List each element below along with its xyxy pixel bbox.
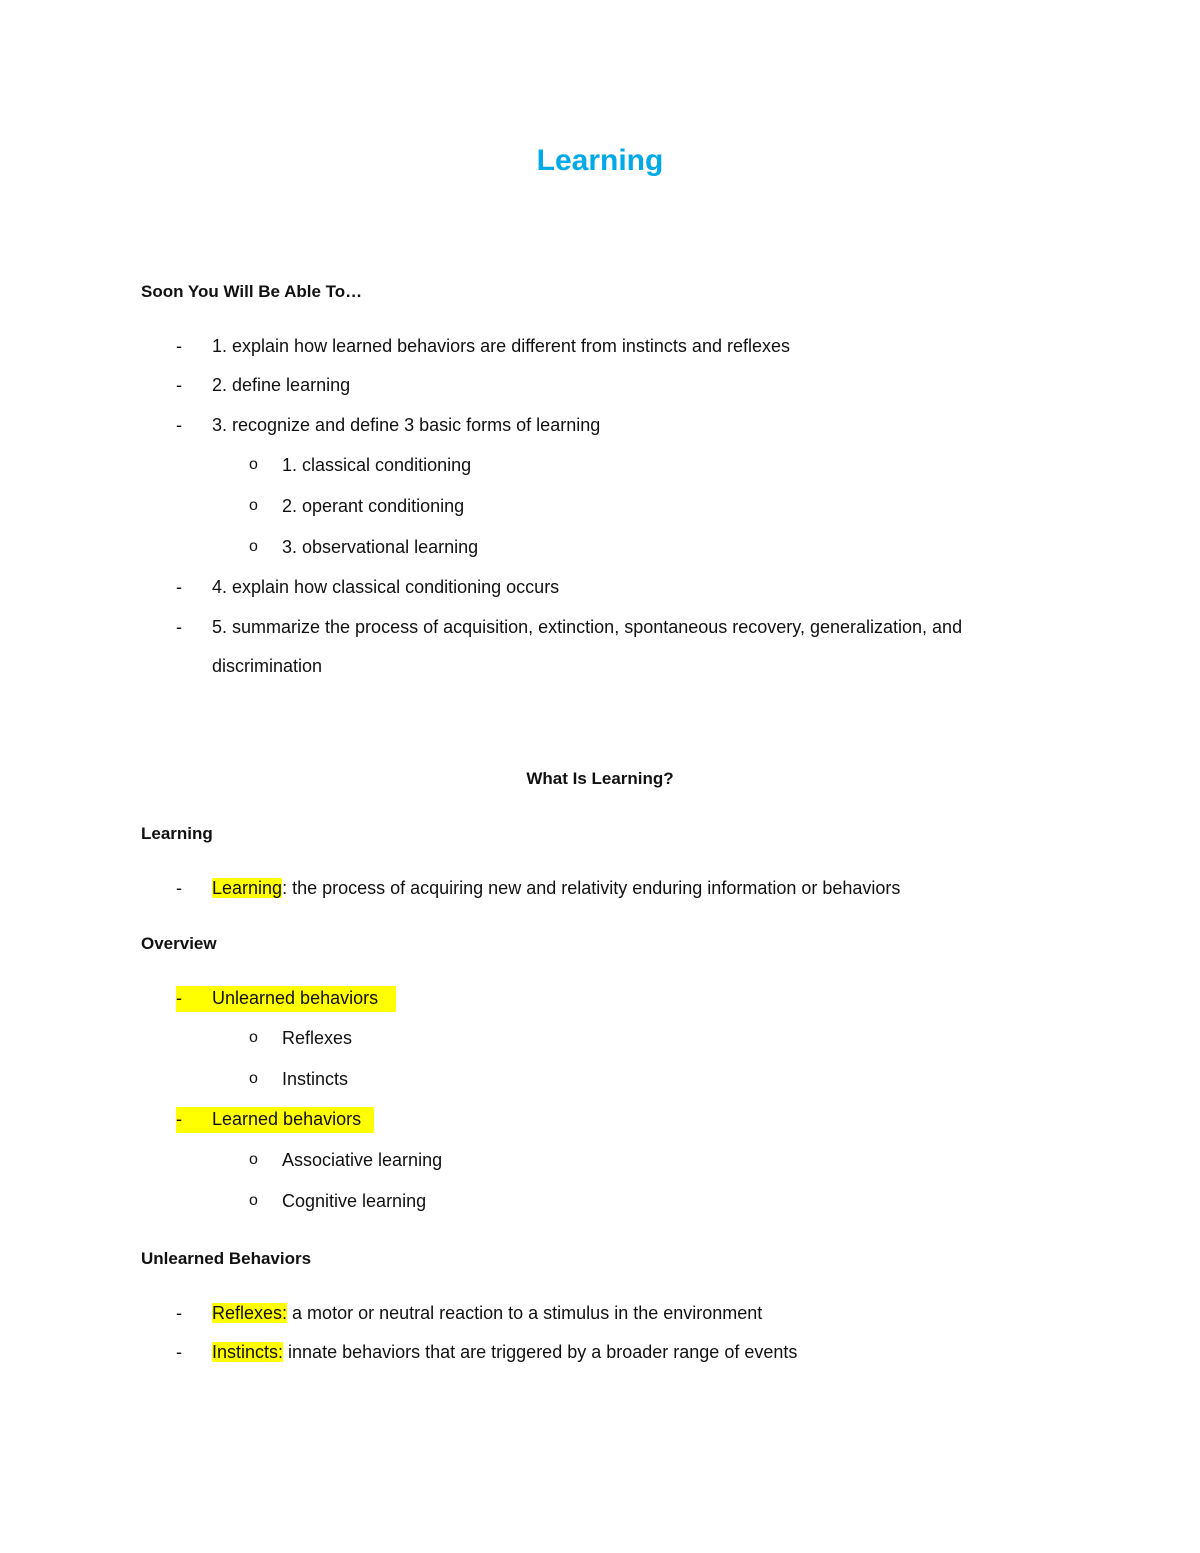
list-marker: - <box>176 336 182 356</box>
list-marker: - <box>176 1342 182 1362</box>
document-title: Learning <box>536 144 664 177</box>
list-marker: - <box>176 577 182 597</box>
reflexes-definition <box>212 1303 762 1324</box>
objective-subitem-1: 1. classical conditioning <box>282 455 472 475</box>
objective-item-3: 3. recognize and define 3 basic forms of learning <box>212 415 601 435</box>
objectives-heading: Soon You Will Be Able To… <box>141 282 363 301</box>
reflexes-definition-text: a motor or neutral reaction to a stimulus in the environment <box>287 1303 763 1323</box>
sublist-marker: o <box>249 1151 258 1168</box>
objective-item-5-continued: discrimination <box>212 656 323 676</box>
unlearned-heading: Unlearned Behaviors <box>141 1249 312 1268</box>
overview-heading: Overview <box>141 934 217 953</box>
objective-item-5: 5. summarize the process of acquisition, extinction, spontaneous recovery, generalization, and <box>212 617 963 637</box>
sublist-marker: o <box>249 497 258 514</box>
list-marker: - <box>176 1303 182 1323</box>
list-marker: - <box>176 415 182 435</box>
objective-item-2: 2. define learning <box>212 375 351 395</box>
objective-item-1: 1. explain how learned behaviors are different from instincts and reflexes <box>212 336 790 356</box>
sublist-marker: o <box>249 456 258 473</box>
instincts-definition-text: innate behaviors that are triggered by a broader range of events <box>283 1342 798 1362</box>
list-marker: - <box>176 1109 182 1129</box>
list-marker: - <box>176 375 182 395</box>
learning-definition <box>212 878 900 899</box>
list-marker: - <box>176 988 182 1008</box>
instincts-term: Instincts: <box>212 1342 284 1362</box>
overview-item-reflexes: Reflexes <box>282 1028 353 1048</box>
learning-term: Learning <box>212 878 283 898</box>
list-marker: - <box>176 617 182 637</box>
sublist-marker: o <box>249 538 258 555</box>
learning-heading: Learning <box>141 824 213 843</box>
overview-item-instincts: Instincts <box>282 1069 349 1089</box>
learning-definition-text: : the process of acquiring new and relativity enduring information or behaviors <box>282 878 901 898</box>
list-marker: - <box>176 878 182 898</box>
overview-item-associative: Associative learning <box>282 1150 443 1170</box>
sublist-marker: o <box>249 1070 258 1087</box>
unlearned-behaviors-label: Unlearned behaviors <box>212 988 379 1008</box>
instincts-definition <box>212 1342 797 1363</box>
learned-behaviors-label: Learned behaviors <box>212 1109 362 1129</box>
overview-item-cognitive: Cognitive learning <box>282 1191 427 1211</box>
sublist-marker: o <box>249 1029 258 1046</box>
section-heading: What Is Learning? <box>526 769 674 788</box>
objective-subitem-3: 3. observational learning <box>282 537 479 557</box>
reflexes-term: Reflexes: <box>212 1303 288 1323</box>
sublist-marker: o <box>249 1192 258 1209</box>
objective-item-4: 4. explain how classical conditioning occurs <box>212 577 560 597</box>
objective-subitem-2: 2. operant conditioning <box>282 496 465 516</box>
